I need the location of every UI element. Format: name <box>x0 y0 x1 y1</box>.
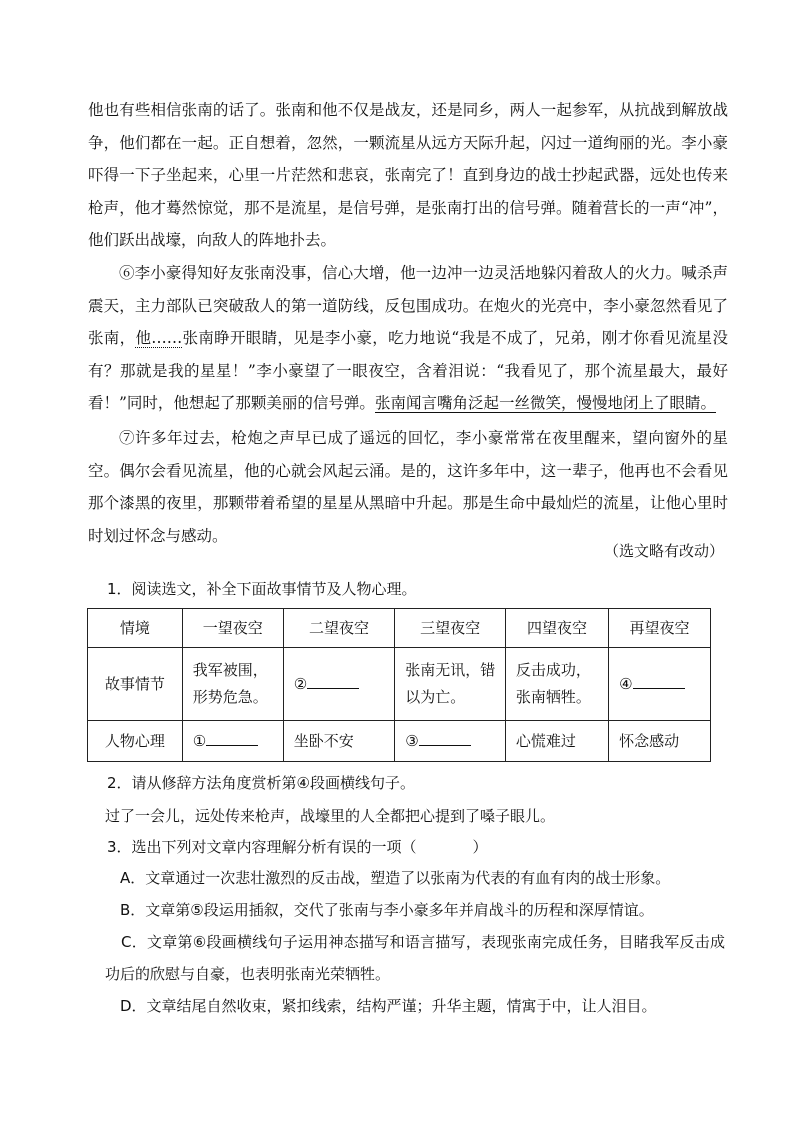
table-header: 再望夜空 <box>609 609 711 648</box>
question-1-prompt: 1．阅读选文，补全下面故事情节及人物心理。 <box>107 580 417 598</box>
table-cell: 反击成功，张南牺牲。 <box>505 648 608 721</box>
table-header: 一望夜空 <box>182 609 283 648</box>
option-b: B．文章第⑤段运用插叙，交代了张南与李小豪多年并肩战斗的历程和深厚情谊。 <box>120 901 654 919</box>
source-note: （选文略有改动） <box>603 542 724 560</box>
blank-number: ③ <box>405 731 419 750</box>
table-header: 情境 <box>88 609 183 648</box>
close-paren: ） <box>472 838 488 856</box>
table-cell: 怀念感动 <box>609 721 711 762</box>
paragraph-6 <box>88 257 728 420</box>
table-header: 四望夜空 <box>505 609 608 648</box>
blank-number: ① <box>192 731 207 750</box>
paragraph-text: ⑦许多年过去，枪炮之声早已成了遥远的回忆，李小豪常常在夜里醒来，望向窗外的星空。偶尔会看见流星，他的心就会风起云涌。是的，这许多年中，这一辈子，他再也不会看见那个漆黑的夜里，那颗带着希望的星星从黑暗中升起。那是生命中最灿烂的流星，让他心里时时划过怀念与感动。 <box>88 428 728 545</box>
underlined-sentence: 张南闻言嘴角泛起一丝微笑，慢慢地闭上了眼睛。 <box>374 394 716 413</box>
dotted-emphasis: 他…… <box>135 329 183 348</box>
paragraph-text: 张南睁开眼睛，见是李小豪，吃力地说“我是不成了，兄弟，刚才你看见流星没有？那就是我的星星！”李小豪望了一眼夜空，含着泪说：“我看见了，那个流星最大，最好看！”同时，他想起了那颗美丽的信号弹。 <box>88 329 728 413</box>
table-cell: 我军被围，形势危急。 <box>182 648 283 721</box>
table-row <box>88 721 711 762</box>
option-d: D．文章结尾自然收束，紧扣线索，结构严谨；升华主题，情寓于中，让人泪目。 <box>120 997 657 1015</box>
answer-blank-cell[interactable] <box>182 721 283 762</box>
option-c: C．文章第⑥段画横线句子运用神态描写和语言描写，表现张南完成任务，目睹我军反击成功后的欣慰与自豪，也表明张南光荣牺牲。 <box>105 933 725 983</box>
paragraph-text: 他也有些相信张南的话了。张南和他不仅是战友，还是同乡，两人一起参军，从抗战到解放战争，他们都在一起。正自想着，忽然，一颗流星从远方天际升起，闪过一道绚丽的光。李小豪吓得一下子坐起来，心里一片茫然和悲哀，张南完了！直到身边的战士抄起武器，远处也传来枪声，他才蓦然惊觉，那不是流星，是信号弹，是张南打出的信号弹。随着营长的一声“冲”，他们跃出战壕，向敌人的阵地扑去。 <box>88 101 728 250</box>
table-cell: 坐卧不安 <box>283 721 395 762</box>
question-3-text: 3．选出下列对文章内容理解分析有误的一项（ <box>107 838 417 856</box>
answer-blank-cell[interactable] <box>283 648 395 721</box>
table-header-row <box>88 609 711 648</box>
table-cell: 张南无讯，错以为亡。 <box>395 648 506 721</box>
reading-passage <box>88 94 728 552</box>
table-cell: 心慌难过 <box>505 721 608 762</box>
blank-number: ④ <box>619 674 633 693</box>
row-label: 人物心理 <box>88 721 183 762</box>
table-header: 三望夜空 <box>395 609 506 648</box>
question-2-sentence: 过了一会儿，远处传来枪声，战壕里的人全都把心提到了嗓子眼儿。 <box>105 807 556 825</box>
answer-blank[interactable] <box>206 730 258 746</box>
answer-blank-cell[interactable] <box>395 721 506 762</box>
option-a: A．文章通过一次悲壮激烈的反击战，塑造了以张南为代表的有血有肉的战士形象。 <box>120 869 671 887</box>
question-3-prompt <box>107 836 747 857</box>
row-label: 故事情节 <box>88 648 183 721</box>
answer-blank-cell[interactable] <box>609 648 711 721</box>
paragraph-5-continued <box>88 94 728 257</box>
table-header: 二望夜空 <box>283 609 395 648</box>
paragraph-text: ⑥李小豪得知好友张南没事，信心大增，他一边冲一边灵活地躲闪着敌人的火力。喊杀声震天，主力部队已突破敌人的第一道防线，反包围成功。在炮火的光亮中，李小豪忽然看见了张南， <box>88 263 728 348</box>
answer-blank[interactable] <box>307 673 359 689</box>
answer-blank[interactable] <box>419 730 471 746</box>
question-2-prompt: 2．请从修辞方法角度赏析第④段画横线句子。 <box>107 774 415 792</box>
answer-blank[interactable] <box>633 673 685 689</box>
paragraph-7 <box>88 422 728 552</box>
plot-table <box>87 608 711 762</box>
table-row <box>88 648 711 721</box>
blank-number: ② <box>293 674 308 693</box>
